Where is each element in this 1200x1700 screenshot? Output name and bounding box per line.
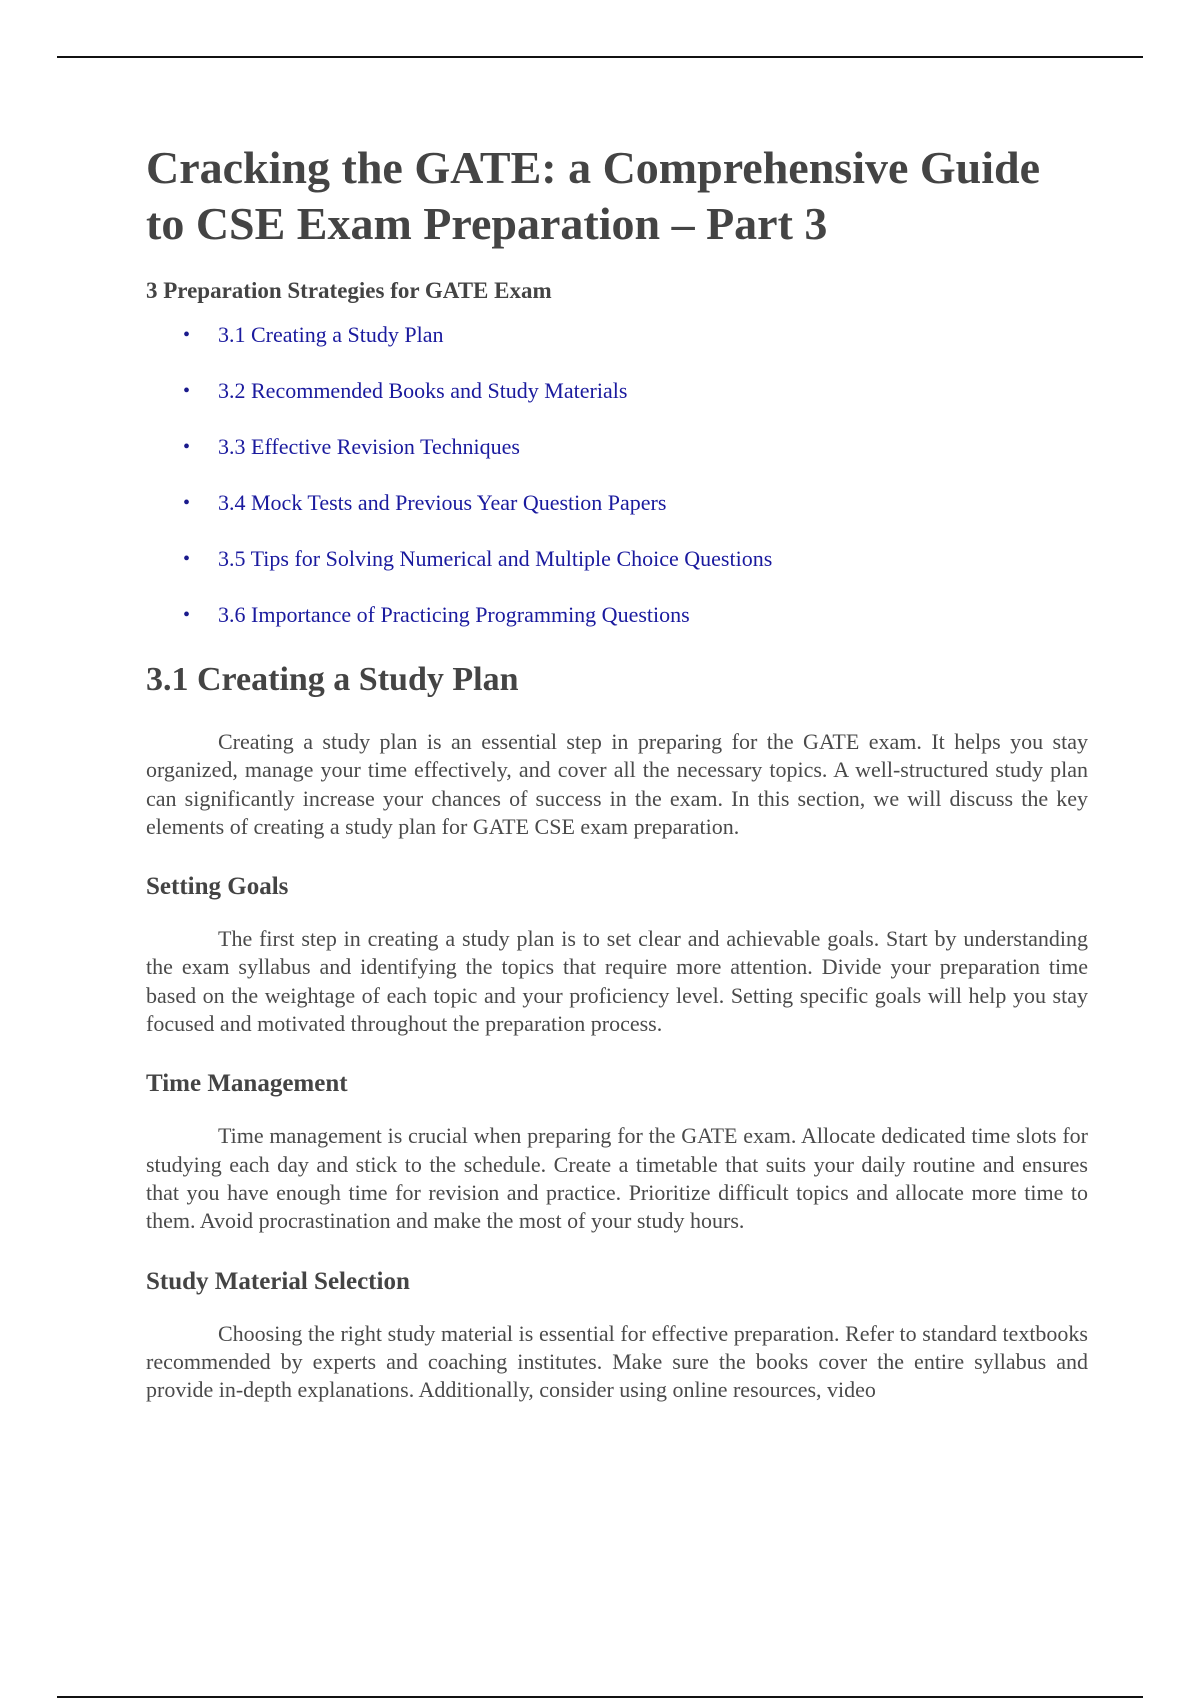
- toc-item[interactable]: [146, 488, 1088, 544]
- bullet-icon: •: [183, 436, 191, 458]
- toc-item[interactable]: [146, 600, 1088, 656]
- toc-item[interactable]: [146, 376, 1088, 432]
- subsection-title-study-material: Study Material Selection: [146, 1267, 410, 1295]
- footer-rule: [57, 1696, 1143, 1698]
- subsection-paragraph-time-management: Time management is crucial when preparing for the GATE exam. Allocate dedicated time slots for studying each day and stick to the schedule. Create a timetable that suits your daily routine and ensures that you have enough time for revision and practice. Prioritize difficult topics and allocate more time to them. Avoid procrastination and make the most of your study hours.: [146, 1123, 1088, 1234]
- toc-link[interactable]: 3.1 Creating a Study Plan: [218, 322, 444, 347]
- toc-link[interactable]: 3.5 Tips for Solving Numerical and Multiple Choice Questions: [218, 546, 773, 571]
- header-rule: [57, 56, 1143, 58]
- toc-link[interactable]: 3.4 Mock Tests and Previous Year Question Papers: [218, 490, 667, 515]
- bullet-icon: •: [183, 548, 191, 570]
- section-title: 3.1 Creating a Study Plan: [146, 661, 519, 698]
- toc-link[interactable]: 3.3 Effective Revision Techniques: [218, 434, 520, 459]
- document-title: Cracking the GATE: a Comprehensive Guide to CSE Exam Preparation – Part 3: [146, 142, 1041, 249]
- table-of-contents: [146, 320, 1088, 656]
- toc-item[interactable]: [146, 544, 1088, 600]
- bullet-icon: •: [183, 492, 191, 514]
- toc-item[interactable]: [146, 432, 1088, 488]
- bullet-icon: •: [183, 380, 191, 402]
- toc-heading: 3 Preparation Strategies for GATE Exam: [146, 278, 552, 303]
- toc-link[interactable]: 3.6 Importance of Practicing Programming Questions: [218, 602, 690, 627]
- toc-link[interactable]: 3.2 Recommended Books and Study Materials: [218, 378, 628, 403]
- subsection-title-time-management: Time Management: [146, 1070, 348, 1098]
- bullet-icon: •: [183, 604, 191, 626]
- subsection-title-setting-goals: Setting Goals: [146, 873, 289, 901]
- page-content: [146, 140, 1088, 1404]
- subsection-paragraph-setting-goals: The first step in creating a study plan is to set clear and achievable goals. Start by understanding the exam syllabus and identifying the topics that require more attention. Divide your preparation time based on the weightage of each topic and your proficiency level. Setting specific goals will help you stay focused and motivated throughout the preparation process.: [146, 926, 1088, 1037]
- bullet-icon: •: [183, 324, 191, 346]
- section-intro-paragraph: Creating a study plan is an essential step in preparing for the GATE exam. It helps you stay organized, manage your time effectively, and cover all the necessary topics. A well-structured study plan can significantly increase your chances of success in the exam. In this section, we will discuss the key elements of creating a study plan for GATE CSE exam preparation.: [146, 729, 1088, 839]
- toc-item[interactable]: [146, 320, 1088, 376]
- subsection-paragraph-study-material: Choosing the right study material is essential for effective preparation. Refer to standard textbooks recommended by experts and coaching institutes. Make sure the books cover the entire syllabus and provide in-depth explanations. Additionally, consider using online resources, video: [146, 1320, 1088, 1403]
